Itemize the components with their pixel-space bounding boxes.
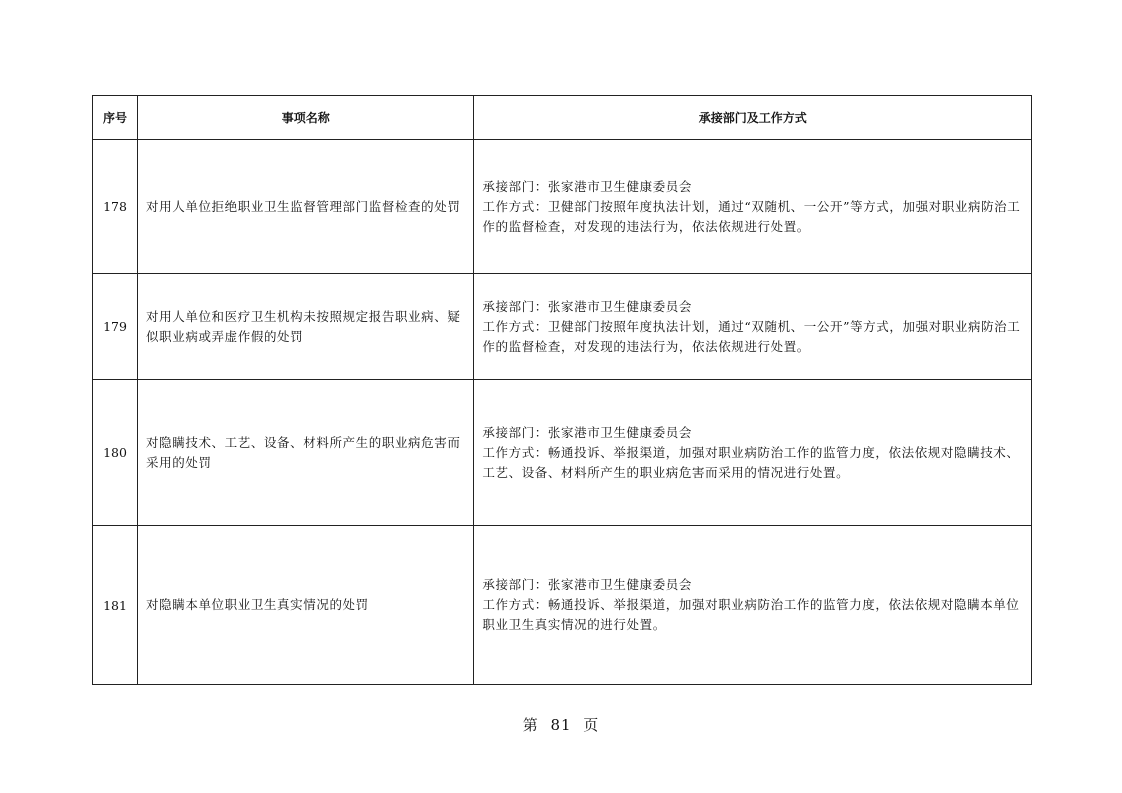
table-header-row: [93, 96, 1032, 140]
table-row: [93, 274, 1032, 380]
row-dept-line: 承接部门：张家港市卫生健康委员会: [482, 298, 692, 314]
row-name: 对用人单位和医疗卫生机构未按照规定报告职业病、疑似职业病或弄虚作假的处罚: [138, 274, 474, 380]
row-seq: 179: [93, 274, 138, 380]
header-name: 事项名称: [138, 96, 474, 140]
table-row: [93, 526, 1032, 685]
row-dept-cell: [474, 140, 1032, 274]
row-seq: 181: [93, 526, 138, 685]
table-row: [93, 380, 1032, 526]
row-name: 对隐瞒本单位职业卫生真实情况的处罚: [138, 526, 474, 685]
row-name: 对隐瞒技术、工艺、设备、材料所产生的职业病危害而采用的处罚: [138, 380, 474, 526]
row-dept-cell: [474, 380, 1032, 526]
row-method-line: 工作方式：畅通投诉、举报渠道，加强对职业病防治工作的监管力度，依法依规对隐瞒技术、工艺、设备、材料所产生的职业病危害而采用的情况进行处置。: [482, 444, 1020, 480]
row-dept-cell: [474, 526, 1032, 685]
row-name: 对用人单位拒绝职业卫生监督管理部门监督检查的处罚: [138, 140, 474, 274]
page-number: 第 81 页: [522, 716, 600, 734]
row-dept-line: 承接部门：张家港市卫生健康委员会: [482, 577, 692, 592]
row-seq: 178: [93, 140, 138, 274]
row-method-line: 工作方式：卫健部门按照年度执法计划，通过“双随机、一公开”等方式，加强对职业病防治工作的监督检查，对发现的违法行为，依法依规进行处置。: [482, 198, 1021, 234]
row-dept-cell: [474, 274, 1032, 380]
header-dept: 承接部门及工作方式: [474, 96, 1032, 140]
row-dept-line: 承接部门：张家港市卫生健康委员会: [482, 424, 692, 440]
matters-table: [92, 95, 1032, 685]
table-row: [93, 140, 1032, 274]
row-dept-line: 承接部门：张家港市卫生健康委员会: [482, 178, 692, 194]
row-method-line: 工作方式：卫健部门按照年度执法计划，通过“双随机、一公开”等方式，加强对职业病防治工作的监督检查，对发现的违法行为，依法依规进行处置。: [482, 318, 1021, 354]
row-method-line: 工作方式：畅通投诉、举报渠道，加强对职业病防治工作的监管力度，依法依规对隐瞒本单位职业卫生真实情况的进行处置。: [482, 597, 1020, 632]
header-seq: 序号: [93, 96, 138, 140]
row-seq: 180: [93, 380, 138, 526]
